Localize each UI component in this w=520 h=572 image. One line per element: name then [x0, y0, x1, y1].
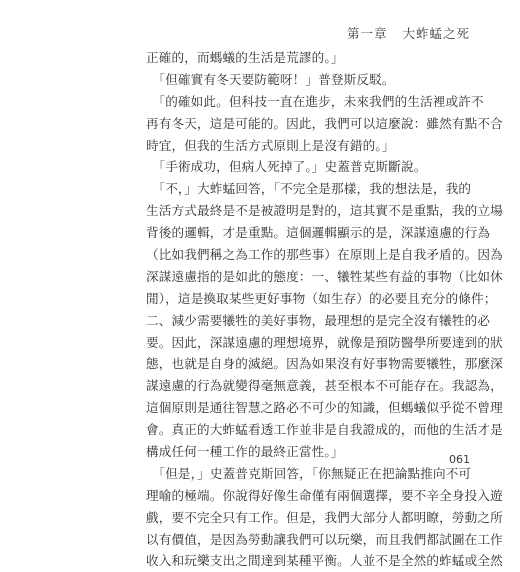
text-line: （比如我們稱之為工作的那些事）在原則上是自我矛盾的。因為 [146, 247, 503, 263]
text-line: 背後的邏輯，才是重點。這個邏輯顯示的是，深謀遠慮的行為 [146, 225, 491, 241]
text-line: 謀遠慮的行為就變得毫無意義，甚至根本不可能存在。我認為， [146, 378, 503, 394]
text-line: 以有價值，是因為勞動讓我們可以玩樂，而且我們都試圖在工作 [146, 531, 503, 547]
text-line: 構成任何一種工作的最終正當性。」 [146, 444, 344, 460]
chapter-title: 大蚱蜢之死 [402, 26, 470, 41]
text-line: 「手術成功，但病人死掉了。」史蓋普克斯斷說。 [146, 159, 427, 175]
text-line: 要。因此，深謀遠慮的理想境界，就像是預防醫學所要達到的狀 [146, 334, 503, 350]
text-line: 這個原則是通往智慧之路必不可少的知識，但螞蟻似乎從不曾理 [146, 400, 503, 416]
body-text [146, 47, 503, 572]
text-line: 二、減少需要犧牲的美好事物，最理想的是完全沒有犧牲的必 [146, 312, 491, 328]
text-line: 深謀遠慮指的是如此的態度：一、犧牲某些有益的事物（比如休 [146, 268, 503, 284]
text-line: 理喻的極端。你說得好像生命僅有兩個選擇，要不辛全身投入遊 [146, 487, 503, 503]
text-line: 態，也就是自身的滅絕。因為如果沒有好事物需要犧牲，那麼深 [146, 356, 503, 372]
text-line: 「但是，」史蓋普克斯回答，「你無疑正在把論點推向不可 [146, 465, 472, 481]
text-line: 再有冬天，這是可能的。因此，我們可以這麼說：雖然有點不合 [146, 115, 503, 131]
text-line: 閒），這是換取某些更好事物（如生存）的必要且充分的條件； [146, 290, 497, 306]
text-line: 「不，」大蚱蜢回答，「不完全是那樣，我的想法是，我的 [146, 181, 472, 197]
text-line: 正確的，而螞蟻的生活是荒謬的。」 [146, 50, 344, 65]
text-line: 戲，要不完全只有工作。但是，我們大部分人都明瞭，勞動之所 [146, 509, 503, 525]
text-line: 「的確如此。但科技一直在進步，未來我們的生活裡或許不 [146, 93, 484, 109]
text-line: 收入和玩樂支出之間達到某種平衡。人並不是全然的蚱蜢或全然 [146, 553, 503, 569]
text-line: 會。真正的大蚱蜢看透工作並非是自我證成的，而他的生活才是 [146, 422, 503, 438]
running-header [347, 24, 470, 42]
page-number: 061 [449, 453, 470, 466]
text-line: 「但確實有冬天要防範呀！」普登斯反駁。 [146, 71, 395, 87]
text-line: 生活方式最終是不是被證明是對的，這其實不是重點，我的立場 [146, 203, 503, 219]
chapter-label: 第一章 [346, 26, 388, 41]
text-line: 時宜，但我的生活方式原則上是沒有錯的。」 [146, 137, 395, 153]
